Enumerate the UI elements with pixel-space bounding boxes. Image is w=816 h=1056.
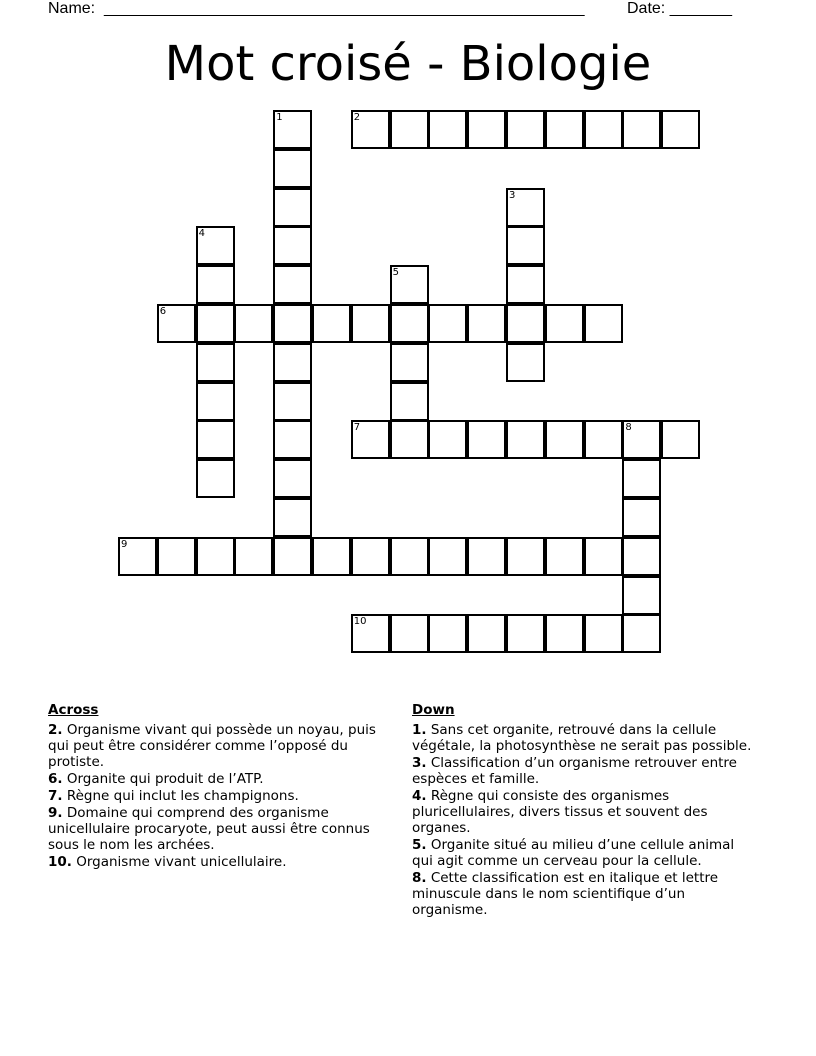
clue-number-label: 6	[159, 306, 167, 317]
grid-cell[interactable]	[622, 420, 661, 459]
grid-cell[interactable]	[273, 149, 312, 188]
grid-cell[interactable]	[196, 459, 235, 498]
clue-number: 7.	[48, 788, 63, 804]
grid-cell[interactable]	[273, 304, 312, 343]
clue-number: 9.	[48, 805, 63, 821]
clue-text: Organisme vivant qui possède un noyau, puis qui peut être considérer comme l’opposé du protiste.	[48, 722, 376, 770]
clue-number-label: 2	[353, 112, 361, 123]
date-label[interactable]: Date: _______	[627, 0, 732, 17]
down-heading: Down	[412, 702, 455, 718]
page-title: Mot croisé - Biologie	[164, 36, 652, 92]
grid-cell[interactable]	[622, 498, 661, 537]
grid-cell[interactable]	[390, 537, 429, 576]
clue-number-label: 10	[353, 616, 367, 628]
down-clue	[412, 788, 757, 836]
clue-number: 1.	[412, 722, 427, 738]
grid-cell[interactable]	[273, 537, 312, 576]
grid-cell[interactable]	[506, 537, 545, 576]
grid-cell[interactable]	[584, 110, 623, 149]
clue-number: 5.	[412, 837, 427, 853]
grid-cell[interactable]	[467, 537, 506, 576]
grid-cell[interactable]	[312, 537, 351, 576]
clue-number: 4.	[412, 788, 427, 804]
clue-number: 3.	[412, 755, 427, 771]
across-clue	[48, 854, 400, 870]
grid-cell[interactable]	[428, 110, 467, 149]
clue-number-label: 3	[509, 189, 516, 201]
grid-cell[interactable]	[545, 614, 584, 653]
clue-text: Organite qui produit de l’ATP.	[66, 771, 264, 787]
clue-number-label: 1	[276, 112, 283, 123]
grid-cell[interactable]	[196, 420, 235, 459]
grid-cell[interactable]	[428, 420, 467, 459]
grid-cell[interactable]	[273, 420, 312, 459]
clue-text: Cette classification est en italique et lettre minuscule dans le nom scientifique d’un organisme.	[412, 870, 719, 918]
grid-cell[interactable]	[506, 304, 545, 343]
clue-text: Organite situé au milieu d’une cellule animal qui agit comme un cerveau pour la cellule.	[412, 837, 735, 869]
grid-cell[interactable]	[622, 537, 661, 576]
clue-number-label: 8	[625, 422, 632, 434]
clue-number-label: 9	[121, 538, 128, 550]
grid-cell[interactable]	[506, 226, 545, 265]
grid-cell[interactable]	[622, 110, 661, 149]
grid-cell[interactable]	[351, 614, 390, 653]
grid-cell[interactable]	[390, 382, 429, 421]
grid-cell[interactable]	[390, 304, 429, 343]
grid-cell[interactable]	[273, 498, 312, 537]
grid-cell[interactable]	[390, 265, 429, 304]
down-clues	[412, 702, 757, 919]
grid-cell[interactable]	[118, 537, 157, 576]
clue-text: Règne qui inclut les champignons.	[66, 788, 299, 804]
grid-cell[interactable]	[351, 420, 390, 459]
grid-cell[interactable]	[584, 304, 623, 343]
grid-cell[interactable]	[584, 420, 623, 459]
grid-cell[interactable]	[390, 110, 429, 149]
grid-cell[interactable]	[622, 614, 661, 653]
grid-cell[interactable]	[428, 304, 467, 343]
grid-cell[interactable]	[467, 420, 506, 459]
grid-cell[interactable]	[661, 110, 700, 149]
clue-number-label: 7	[353, 422, 361, 434]
grid-cell[interactable]	[428, 537, 467, 576]
grid-cell[interactable]	[545, 420, 584, 459]
grid-cell[interactable]	[661, 420, 700, 459]
grid-cell[interactable]	[196, 537, 235, 576]
grid-cell[interactable]	[622, 459, 661, 498]
across-clue	[48, 805, 400, 853]
down-clue	[412, 837, 757, 869]
grid-cell[interactable]	[506, 188, 545, 227]
down-clue	[412, 722, 757, 754]
clue-number-label: 5	[392, 267, 399, 279]
grid-cell[interactable]	[273, 188, 312, 227]
down-clue	[412, 870, 757, 918]
clue-number-label: 4	[198, 228, 205, 240]
grid-cell[interactable]	[622, 576, 661, 615]
grid-cell[interactable]	[390, 420, 429, 459]
clue-text: Organisme vivant unicellulaire.	[76, 854, 287, 870]
grid-cell[interactable]	[428, 614, 467, 653]
clue-text: Classification d’un organisme retrouver entre espèces et famille.	[412, 755, 737, 787]
grid-cell[interactable]	[273, 459, 312, 498]
grid-cell[interactable]	[196, 343, 235, 382]
grid-cell[interactable]	[506, 343, 545, 382]
grid-cell[interactable]	[157, 304, 196, 343]
grid-cell[interactable]	[584, 614, 623, 653]
grid-cell[interactable]	[390, 343, 429, 382]
across-clue	[48, 771, 400, 787]
grid-cell[interactable]	[234, 537, 273, 576]
grid-cell[interactable]	[351, 110, 390, 149]
grid-cell[interactable]	[506, 110, 545, 149]
clue-number: 8.	[412, 870, 427, 886]
grid-cell[interactable]	[467, 110, 506, 149]
across-clue	[48, 788, 400, 804]
clue-text: Sans cet organite, retrouvé dans la cellule végétale, la photosynthèse ne serait pas possible.	[412, 722, 752, 754]
clue-number: 2.	[48, 722, 63, 738]
grid-cell[interactable]	[506, 420, 545, 459]
grid-cell[interactable]	[273, 226, 312, 265]
across-clue	[48, 722, 400, 770]
grid-cell[interactable]	[467, 304, 506, 343]
grid-cell[interactable]	[584, 537, 623, 576]
grid-cell[interactable]	[545, 537, 584, 576]
grid-cell[interactable]	[545, 110, 584, 149]
name-line[interactable]: ______________________________________________________	[104, 0, 585, 17]
clue-number: 10.	[48, 854, 72, 870]
name-label: Name:	[48, 0, 96, 17]
grid-cell[interactable]	[196, 265, 235, 304]
grid-cell[interactable]	[234, 304, 273, 343]
clue-number: 6.	[48, 771, 63, 787]
clue-text: Domaine qui comprend des organisme unicellulaire procaryote, peut aussi être connus sous le nom les archées.	[48, 805, 370, 853]
grid-cell[interactable]	[196, 382, 235, 421]
grid-cell[interactable]	[545, 304, 584, 343]
grid-cell[interactable]	[273, 265, 312, 304]
grid-cell[interactable]	[351, 304, 390, 343]
grid-cell[interactable]	[273, 110, 312, 149]
grid-cell[interactable]	[390, 614, 429, 653]
grid-cell[interactable]	[506, 614, 545, 653]
grid-cell[interactable]	[196, 304, 235, 343]
across-clues	[48, 702, 400, 871]
grid-cell[interactable]	[196, 226, 235, 265]
grid-cell[interactable]	[351, 537, 390, 576]
grid-cell[interactable]	[273, 382, 312, 421]
grid-cell[interactable]	[467, 614, 506, 653]
grid-cell[interactable]	[312, 304, 351, 343]
clue-text: Règne qui consiste des organismes pluricellulaires, divers tissus et souvent des organes.	[412, 788, 708, 836]
grid-cell[interactable]	[157, 537, 196, 576]
down-clue	[412, 755, 757, 787]
grid-cell[interactable]	[506, 265, 545, 304]
across-heading: Across	[48, 702, 99, 718]
grid-cell[interactable]	[273, 343, 312, 382]
